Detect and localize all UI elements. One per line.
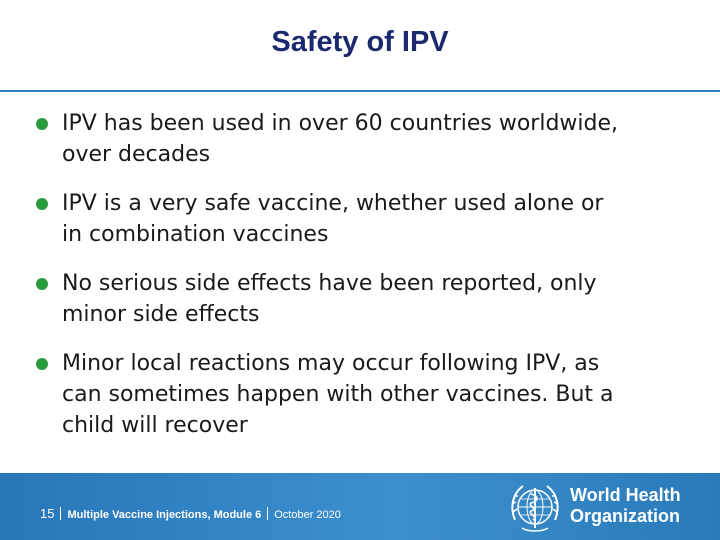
footer-date: October 2020 xyxy=(274,509,341,521)
bullet-item xyxy=(36,188,696,250)
bullet-text-line: in combination vaccines xyxy=(62,222,329,247)
title-divider xyxy=(0,90,720,92)
bullet-dot-icon xyxy=(36,118,48,130)
bullet-dot-icon xyxy=(36,278,48,290)
bullet-text-line: can sometimes happen with other vaccines. But a xyxy=(62,382,614,407)
bullet-text-line: minor side effects xyxy=(62,302,260,327)
bullet-text-line: child will recover xyxy=(62,413,248,438)
bullet-list xyxy=(36,108,696,459)
bullet-text-line: IPV has been used in over 60 countries worldwide, xyxy=(62,111,619,136)
slide-title: Safety of IPV xyxy=(271,26,449,58)
bullet-item xyxy=(36,348,696,441)
bullet-item xyxy=(36,268,696,330)
bullet-text-line: over decades xyxy=(62,142,211,167)
org-name xyxy=(570,485,681,527)
module-title: Multiple Vaccine Injections, Module 6 xyxy=(67,509,262,521)
page-number: 15 xyxy=(40,506,55,521)
bullet-text-line: No serious side effects have been reported, only xyxy=(62,271,597,296)
footer-separator xyxy=(267,507,268,520)
org-name-line: Organization xyxy=(570,506,681,526)
bullet-text-line: IPV is a very safe vaccine, whether used alone or xyxy=(62,191,604,216)
bullet-item xyxy=(36,108,696,170)
footer-separator xyxy=(60,507,61,520)
who-emblem-icon xyxy=(506,478,564,536)
footer-info xyxy=(40,505,341,523)
org-name-line: World Health xyxy=(570,485,681,505)
bullet-text-line: Minor local reactions may occur following IPV, as xyxy=(62,351,600,376)
bullet-dot-icon xyxy=(36,358,48,370)
bullet-dot-icon xyxy=(36,198,48,210)
